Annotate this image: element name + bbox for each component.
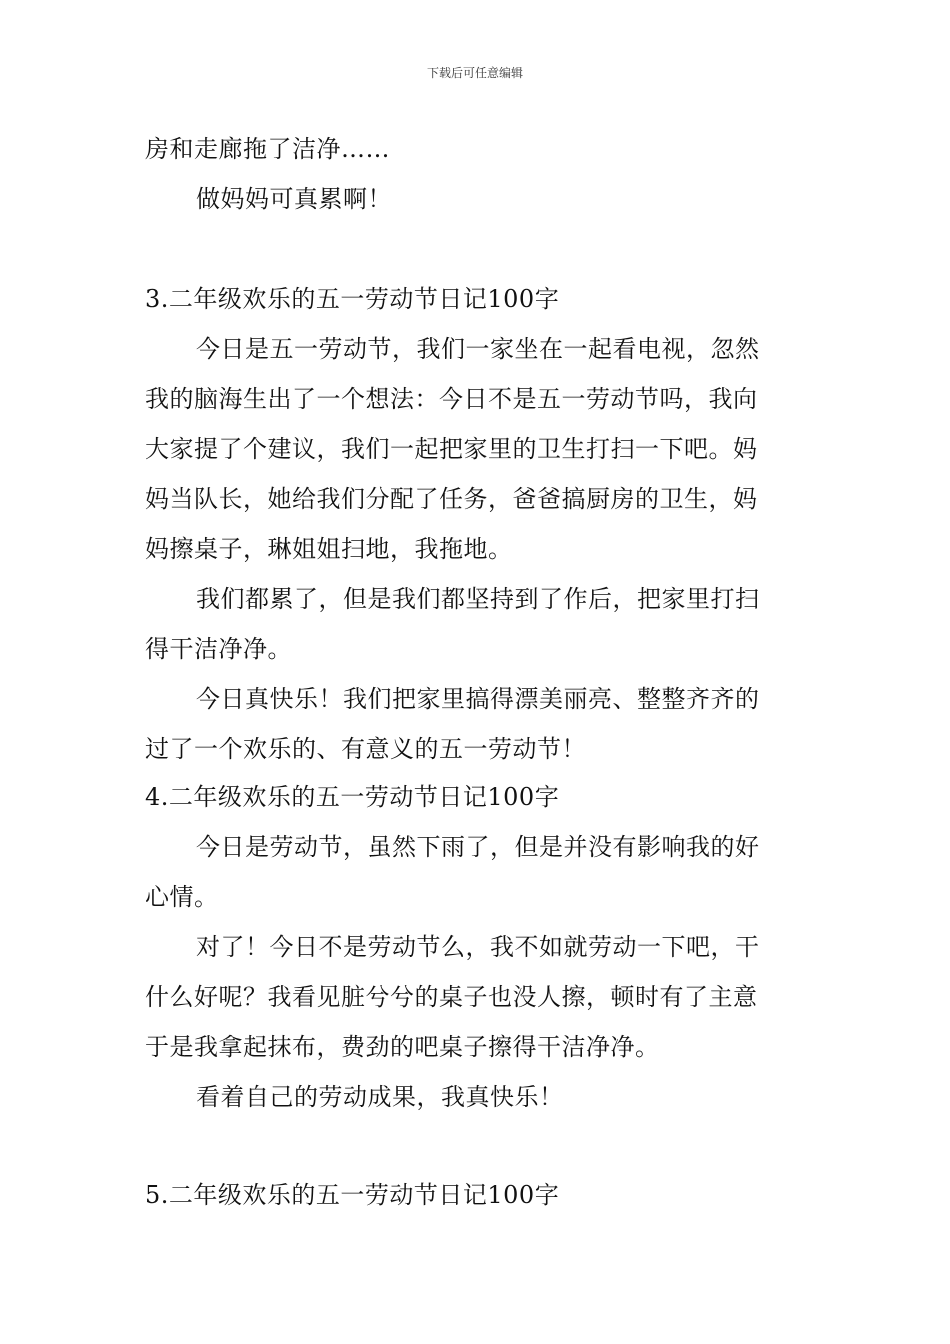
text-line: 看着自己的劳动成果，我真快乐！	[196, 1083, 564, 1111]
text-line: 于是我拿起抹布，费劲的吧桌子擦得干洁净净。	[145, 1033, 660, 1061]
text-line: 做妈妈可真累啊！	[196, 185, 392, 213]
section-heading-4: 4.二年级欢乐的五一劳动节日记100字	[145, 783, 560, 811]
text-line: 妈当队长，她给我们分配了任务，爸爸搞厨房的卫生，妈	[145, 485, 758, 513]
text-line: 得干洁净净。	[145, 635, 292, 663]
page-header: 下载后可任意编辑	[426, 66, 523, 80]
text-line: 今日是劳动节，虽然下雨了，但是并没有影响我的好	[196, 833, 760, 861]
text-line: 对了！今日不是劳动节么，我不如就劳动一下吧，干	[196, 933, 760, 961]
section-heading-5: 5.二年级欢乐的五一劳动节日记100字	[145, 1181, 560, 1209]
section-heading-3: 3.二年级欢乐的五一劳动节日记100字	[145, 285, 560, 313]
text-line: 什么好呢？我看见脏兮兮的桌子也没人擦，顿时有了主意	[145, 983, 758, 1011]
text-line: 心情。	[145, 883, 219, 911]
text-line: 今日是五一劳动节，我们一家坐在一起看电视，忽然	[196, 335, 760, 363]
text-line: 我们都累了，但是我们都坚持到了作后，把家里打扫	[196, 585, 760, 613]
text-line: 今日真快乐！我们把家里搞得漂美丽亮、整整齐齐的	[196, 685, 760, 713]
text-line: 妈擦桌子，琳姐姐扫地，我拖地。	[145, 535, 513, 563]
text-line: 大家提了个建议，我们一起把家里的卫生打扫一下吧。妈	[145, 435, 758, 463]
text-line: 我的脑海生出了一个想法：今日不是五一劳动节吗，我向	[145, 385, 758, 413]
text-line: 过了一个欢乐的、有意义的五一劳动节！	[145, 735, 586, 763]
text-line: 房和走廊拖了洁净……	[145, 135, 390, 163]
